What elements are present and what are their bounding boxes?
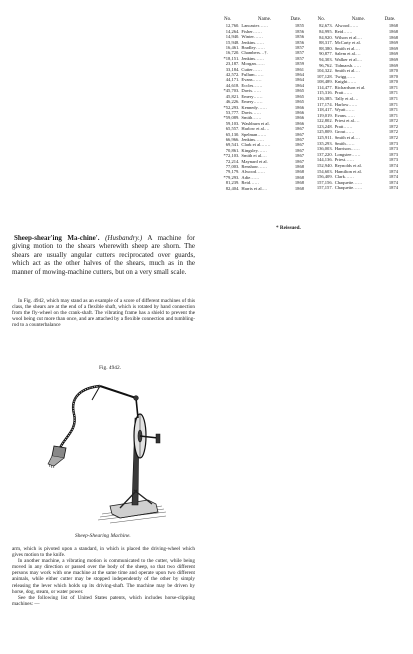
patent-number: 119,019.	[316, 112, 333, 118]
patent-year: 1865	[294, 93, 304, 99]
patent-year: 1867	[294, 142, 304, 148]
inventor-name: Adie……	[241, 174, 260, 180]
patent-number: 157,156.	[316, 179, 333, 185]
patent-number: 16,720.	[225, 50, 240, 56]
figure-caption: Sheep-Shearing Machine.	[75, 533, 131, 539]
inventor-name: Clark……	[334, 174, 354, 180]
patent-year: 1874	[388, 162, 398, 168]
inventor-name: McCarty et al.	[334, 40, 361, 46]
inventor-name: Priest……	[334, 157, 355, 163]
patent-number: 44,618.	[225, 82, 240, 88]
patent-year: 1865	[294, 99, 304, 105]
inventor-name: Emery……	[241, 93, 263, 99]
patent-number: 108,489.	[316, 79, 333, 85]
inventor-name: Alwood……	[334, 23, 359, 29]
inventor-name: Davis……	[241, 109, 262, 115]
patent-year: 1871	[388, 96, 398, 101]
patent-number: 79,179.	[225, 169, 240, 175]
patent-year: 1871	[388, 101, 398, 107]
inventor-name: Jenkins……	[241, 39, 265, 45]
patent-number: 122,802.	[316, 118, 333, 124]
inventor-name: Wyatt……	[334, 107, 355, 113]
patent-number: 66,966.	[225, 136, 240, 142]
inventor-name: Tidmarsh……	[334, 62, 362, 68]
inventor-name: Fisher……	[241, 28, 262, 34]
patent-year: 1868	[388, 34, 398, 40]
patent-year: 1866	[294, 120, 304, 126]
patent-year: 1861	[294, 66, 304, 72]
continuation-text	[12, 546, 195, 607]
patent-year: 1868	[294, 180, 304, 186]
reissued-footnote: * Reissued.	[276, 225, 301, 231]
inventor-name: Pratt……	[334, 90, 353, 96]
patent-number: 81,239.	[225, 180, 240, 186]
patent-year: 1859	[294, 61, 304, 67]
patent-year: 1865	[294, 88, 304, 94]
patent-year: 1866	[294, 109, 304, 115]
inventor-name: Eccles……	[241, 82, 263, 88]
inventor-name: Salem et al.…	[334, 51, 361, 57]
patent-year: 1869	[388, 56, 398, 62]
inventor-name: Emery……	[241, 99, 263, 105]
patent-number: 90,877.	[319, 51, 333, 57]
inventor-name: Smith……	[334, 140, 355, 146]
inventor-name: Reid……	[241, 180, 260, 186]
patent-number: 115,316.	[316, 90, 333, 96]
patent-year: 1869	[388, 51, 398, 57]
inventor-name: Harlow et al.…	[241, 126, 270, 132]
patent-year: 1872	[388, 135, 398, 141]
patent-year: 1868	[388, 23, 398, 29]
inventor-name: Harrison……	[334, 146, 360, 152]
patent-number: 104,322.	[316, 68, 333, 74]
patent-number: 45,821.	[225, 93, 240, 99]
patent-table-right	[308, 17, 398, 191]
patent-number: 107,128.	[316, 73, 333, 79]
patent-number: 144,136.	[316, 157, 333, 163]
inventor-name: Alwood……	[241, 169, 266, 175]
inventor-name: Bradley……	[241, 45, 265, 51]
patent-year: 1867	[294, 136, 304, 142]
patent-year: 1870	[388, 73, 398, 79]
patent-year: 1873	[388, 151, 398, 157]
header-date: Date.	[384, 17, 396, 22]
patent-year: 1868	[388, 29, 398, 35]
patent-year: 1864	[294, 72, 304, 78]
patent-year: 1871	[388, 84, 398, 90]
patent-number: 137,220.	[316, 151, 333, 157]
patent-number: 125,911.	[316, 135, 333, 141]
patent-number: 65,557.	[225, 126, 240, 132]
patent-list	[214, 17, 398, 191]
patent-number: 152,940.	[316, 162, 333, 168]
patent-number: 82,404.	[225, 185, 240, 191]
patent-number: 88,380.	[319, 45, 333, 51]
patent-year: 1874	[388, 179, 398, 185]
patent-year: 1867	[294, 147, 304, 153]
inventor-name: Harris et al.…	[241, 185, 268, 191]
patent-year: 1869	[388, 62, 398, 68]
counterbalance-arm	[100, 386, 136, 398]
patent-number: 72,214.	[225, 158, 240, 164]
patent-number: *45,703.	[223, 88, 240, 94]
patent-year: 1871	[388, 90, 398, 96]
patent-number: *79,293.	[223, 174, 240, 180]
patent-number: *59,089.	[223, 115, 240, 121]
patent-year: 1872	[388, 118, 398, 124]
patent-number: 136,003.	[316, 146, 333, 152]
patent-year: 1856	[294, 28, 304, 34]
sheep-shearing-machine-illustration	[40, 378, 175, 528]
inventor-name: Evans……	[334, 112, 355, 118]
patent-year: 1868	[294, 174, 304, 180]
patent-number: 15,948.	[225, 39, 240, 45]
patent-number: 154,603.	[316, 168, 333, 174]
inventor-name: Renshaw……	[241, 163, 268, 169]
patent-row	[308, 185, 398, 191]
patent-year: 1855	[294, 23, 304, 29]
header-date: Date.	[290, 17, 302, 22]
patent-number: 84,920.	[319, 34, 333, 40]
inventor-name: Smith……	[241, 115, 262, 121]
header-name: Name.	[257, 17, 272, 22]
inventor-name: Wilson et al.…	[334, 34, 363, 40]
inventor-name: Smith et al.…	[334, 45, 361, 51]
patent-year: 1872	[388, 129, 398, 135]
header-no: No.	[224, 17, 232, 22]
patent-year: 1868	[294, 169, 304, 175]
patent-year: 1866	[294, 104, 304, 110]
patent-number: 94,303.	[319, 56, 333, 62]
entry-heading	[12, 234, 195, 276]
patent-year: 1857	[294, 55, 304, 61]
patent-number: 33,184.	[225, 66, 240, 72]
patent-number: 156,409.	[316, 174, 333, 180]
inventor-name: Smith et al.…	[334, 68, 361, 74]
patent-year: 1870	[388, 68, 398, 74]
patent-number: 69,541.	[225, 142, 240, 148]
patent-year: 1873	[388, 146, 398, 152]
inventor-name: Smith et al.…	[334, 135, 361, 141]
patent-year: 1868	[294, 185, 304, 191]
inventor-name: Chambers…†.	[241, 50, 268, 56]
paragraph: See the following list of United States patents, which includes horse-clipping machines: —	[12, 594, 195, 607]
patent-number: 135,293.	[316, 140, 333, 146]
patent-year: 1856	[294, 34, 304, 40]
engraving-svg	[40, 378, 175, 528]
inventor-name: Reynolds et al.	[334, 162, 362, 168]
patent-number: 125,809.	[316, 129, 333, 135]
inventor-name: Kingsley……	[241, 147, 267, 153]
inventor-name: Harlow……	[334, 101, 358, 107]
inventor-name: Twigg……	[334, 73, 356, 79]
patent-year: 1872	[388, 123, 398, 129]
patent-year: 1867	[294, 158, 304, 164]
inventor-name: Spelman……	[241, 131, 267, 137]
patent-number: 46,226.	[225, 99, 240, 105]
patent-number: 118,417.	[316, 107, 333, 113]
inventor-name: Richardson et al.	[334, 84, 366, 90]
patent-year: 1870	[388, 79, 398, 85]
header-no: No.	[317, 17, 326, 22]
patent-number: 12,760.	[225, 23, 240, 29]
inventor-name: Hamilton et al.	[334, 168, 362, 174]
patent-number: *18,151.	[223, 55, 240, 61]
patent-number: 116,385.	[316, 96, 333, 101]
inventor-name: Winter……	[241, 34, 263, 40]
patent-number: 42,572.	[225, 72, 240, 78]
entry-category: (Husbandry.)	[105, 234, 143, 242]
patent-year: 1857	[294, 45, 304, 51]
patent-number: 14,264.	[225, 28, 240, 34]
patent-table-body	[308, 23, 398, 191]
figure-label: Fig. 4942.	[99, 365, 122, 371]
patent-year: 1869	[388, 40, 398, 46]
inventor-name: Pratt……	[334, 123, 353, 129]
inventor-name: Fullum……	[241, 72, 264, 78]
patent-number: 44,171.	[225, 77, 240, 83]
patent-year: 1867	[294, 126, 304, 132]
inventor-name: Chaquette……	[334, 179, 363, 185]
inventor-name: Maynard et al.	[241, 158, 268, 164]
inventor-name: Smith et al.…	[241, 153, 267, 159]
patent-year: 1871	[388, 112, 398, 118]
patent-year: 1871	[388, 107, 398, 113]
entry-definition: A machine for giving motion to the shears wherewith sheep are shorn. The shears are usually angular cutters reciprocated over guards, which act as the other halves of the shears, much as in the manner of mowing-machine cutters, but on a very small scale.	[12, 234, 196, 276]
patent-year: 1867	[294, 153, 304, 159]
patent-number: 16,461.	[225, 45, 240, 51]
patent-table-left	[214, 17, 304, 191]
inventor-name: Knight……	[334, 79, 357, 85]
shears-head	[52, 446, 66, 458]
paragraph: In another machine, a vibrating motion is communicated to the cutter, while being moved in any direction or passed over the body of the sheep, so that two different persons may work with one machine at the same time and operate upon two different animals, while either cutter may be stopped independently of the other by simply releasing the lever which holds up its driving-shaft. The machine may be driven by horse, dog, steam, or water power.	[12, 558, 195, 595]
inventor-name: Tally et al.…	[334, 96, 359, 101]
patent-number: 23,187.	[225, 61, 240, 67]
inventor-name: Jenkins……	[241, 136, 265, 142]
paragraph: arm, which is pivoted upon a standard, in which is placed the driving-wheel which gives motion to the knife.	[12, 546, 195, 559]
inventor-name: Cutter……	[241, 66, 262, 72]
patent-number: *52,293.	[223, 104, 240, 110]
patent-number: *72,103.	[223, 153, 240, 159]
flexible-shaft	[60, 386, 100, 448]
inventor-name: Priest et al.…	[334, 118, 360, 124]
patent-number: 114,477.	[316, 84, 333, 90]
patent-number: 14,940.	[225, 34, 240, 40]
patent-number: 65,130.	[225, 131, 240, 137]
inventor-name: Longstee……	[334, 151, 361, 157]
entry-body-text: In Fig. 4942, which may stand as an example of a score of different machines of this class, the shears are at the end of a flexible shaft, which is rotated by hand connection from the fly-wheel on the crank-shaft. The vibrating frame has a shield to prevent the wool being cut more than once, and are attached by a flexible connection and tumbling-rod to a counterbalance	[12, 298, 195, 329]
patent-year: 1874	[388, 174, 398, 180]
inventor-name: Morgan……	[241, 61, 265, 67]
inventor-name: Chaquette……	[334, 185, 363, 191]
patent-year: 1869	[388, 45, 398, 51]
patent-year: 1864	[294, 77, 304, 83]
patent-number: 82,673.	[319, 23, 333, 29]
inventor-name: Grout……	[334, 129, 355, 135]
inventor-name: Walker et al.…	[334, 56, 363, 62]
patent-number: 123,248.	[316, 123, 333, 129]
patent-year: 1874	[388, 185, 398, 191]
patent-number: 59,103.	[225, 120, 240, 126]
patent-row	[214, 186, 304, 191]
inventor-name: Reid……	[334, 29, 353, 35]
inventor-name: Jenkins……	[241, 55, 265, 61]
inventor-name: Lancaster……	[241, 23, 269, 29]
patent-number: 53,777.	[225, 109, 240, 115]
patent-year: 1874	[388, 168, 398, 174]
inventor-name: Clark et al.……	[241, 142, 271, 148]
entry-title: Sheep-shear′ing Ma-chine′.	[14, 234, 100, 242]
inventor-name: Kennedy……	[241, 104, 267, 110]
patent-year: 1873	[388, 140, 398, 146]
patent-year: 1866	[294, 115, 304, 121]
patent-number: 77,003.	[225, 163, 240, 169]
patent-year: 1873	[388, 157, 398, 163]
patent-number: 96,762.	[319, 62, 333, 68]
patent-year: 1857	[294, 50, 304, 56]
patent-number: 84,995.	[319, 29, 333, 35]
header-name: Name.	[351, 17, 365, 22]
patent-table-body	[214, 23, 304, 191]
patent-number: 88,317.	[319, 40, 333, 46]
patent-number: 157,157.	[316, 185, 333, 191]
patent-year: 1864	[294, 82, 304, 88]
inventor-name: Evans……	[241, 77, 262, 83]
inventor-name: Davis……	[241, 88, 262, 94]
patent-year: 1867	[294, 131, 304, 137]
patent-year: 1856	[294, 39, 304, 45]
inventor-name: Washburn et al.	[241, 120, 270, 126]
patent-number: 117,174.	[316, 101, 333, 107]
patent-year: 1868	[294, 163, 304, 169]
patent-number: 70,861.	[225, 147, 240, 153]
